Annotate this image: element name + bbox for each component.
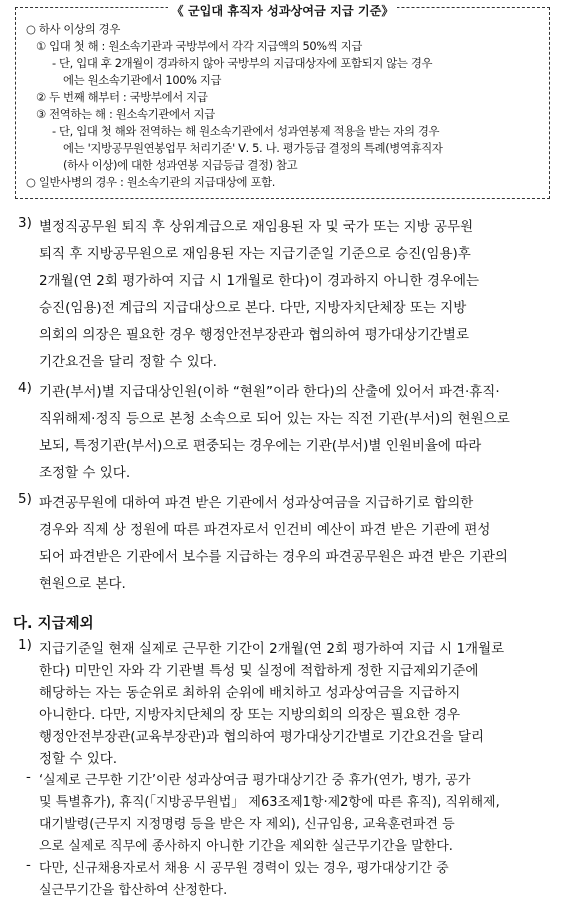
- note-line: 으로 실제로 직무에 종사하지 아니한 기간을 제외한 실근무기간을 말한다.: [39, 839, 453, 854]
- paragraph-line: 파견공무원에 대하여 파견 받은 기관에서 성과상여금을 지급하기로 합의한: [39, 495, 474, 511]
- item-number: 4): [18, 380, 32, 396]
- box-line: ③ 전역하는 해 : 원소속기관에서 지급: [36, 107, 215, 121]
- paragraph-line: 현원으로 본다.: [39, 576, 126, 592]
- paragraph-line: 별정직공무원 퇴직 후 상위계급으로 재임용된 자 및 국가 또는 지방 공무원: [39, 219, 474, 235]
- box-line: ② 두 번째 해부터 : 국방부에서 지급: [36, 90, 208, 104]
- paragraph-line: 아니한다. 다만, 지방자치단체의 장 또는 지방의회의 의장은 필요한 경우: [39, 707, 461, 723]
- box-line: (하사 이상)에 대한 성과연봉 지급등급 결정) 참고: [63, 158, 298, 172]
- box-line: 에는 원소속기관에서 100% 지급: [63, 73, 222, 87]
- box-line: - 단, 입대 후 2개월이 경과하지 않아 국방부의 지급대상자에 포함되지 않는 경우: [52, 56, 433, 70]
- box-line: - 단, 입대 첫 해와 전역하는 해 원소속기관에서 성과연봉제 적용을 받는 자의 경우: [52, 124, 440, 138]
- note-line: 및 특별휴가), 휴직(「지방공무원법」 제63조제1항·제2항에 따른 휴직), 직위해제,: [39, 795, 500, 810]
- note-dash: -: [26, 769, 31, 785]
- note-line: 대기발령(근무지 지정명령 등을 받은 자 제외), 신규임용, 교육훈련파견 등: [39, 817, 455, 832]
- paragraph-line: 2개월(연 2회 평가하여 지급 시 1개월로 한다)이 경과하지 아니한 경우에는: [39, 273, 480, 289]
- note-dash: -: [26, 857, 31, 873]
- item-number: 5): [18, 491, 32, 507]
- note-line: ‘실제로 근무한 기간’이란 성과상여금 평가대상기간 중 휴가(연가, 병가, 공가: [39, 773, 471, 788]
- paragraph-line: 경우와 직제 상 정원에 따른 파견자로서 인건비 예산이 파견 받은 기관에 편성: [39, 522, 491, 538]
- note-line: 다만, 신규채용자로서 채용 시 공무원 경력이 있는 경우, 평가대상기간 중: [39, 861, 449, 876]
- paragraph-line: 한다) 미만인 자와 각 기관별 특성 및 실정에 적합하게 정한 지급제외기준에: [39, 663, 479, 679]
- paragraph-line: 행정안전부장관(교육부장관)과 협의하여 평가대상기간별로 기간요건을 달리: [39, 729, 485, 745]
- paragraph-line: 정할 수 있다.: [39, 751, 118, 767]
- box-line: 에는 '지방공무원연봉업무 처리기준' Ⅴ. 5. 나. 평가등급 결정의 특례(병역휴직자: [63, 141, 443, 155]
- paragraph-line: 승진(임용)전 계급의 지급대상으로 본다. 다만, 지방자치단체장 또는 지방: [39, 300, 467, 316]
- note-line: 실근무기간을 합산하여 산정한다.: [39, 883, 228, 898]
- paragraph-line: 해당하는 자는 동순위로 최하위 순위에 배치하고 성과상여금을 지급하지: [39, 685, 461, 701]
- section-heading: 다. 지급제외: [13, 616, 94, 632]
- box-line: ○ 일반사병의 경우 : 원소속기관의 지급대상에 포함.: [26, 175, 276, 189]
- paragraph-line: 조정할 수 있다.: [39, 465, 131, 481]
- paragraph-line: 기관(부서)별 지급대상인원(이하 “현원”이라 한다)의 산출에 있어서 파견·휴직·: [39, 384, 500, 400]
- box-line: ○ 하사 이상의 경우: [26, 22, 120, 36]
- criteria-box-title: 《 군입대 휴직자 성과상여금 지급 기준》: [16, 0, 549, 19]
- paragraph-line: 의회의 의장은 필요한 경우 행정안전부장관과 협의하여 평가대상기간별로: [39, 327, 470, 343]
- paragraph-line: 기간요건을 달리 정할 수 있다.: [39, 354, 217, 370]
- item-number: 1): [18, 637, 32, 653]
- paragraph-line: 되어 파견받은 기관에서 보수를 지급하는 경우의 파견공무원은 파견 받은 기관의: [39, 549, 508, 565]
- criteria-box: [15, 4, 550, 199]
- item-number: 3): [18, 215, 32, 231]
- box-line: ① 입대 첫 해 : 원소속기관과 국방부에서 각각 지급액의 50%씩 지급: [36, 39, 363, 53]
- paragraph-line: 퇴직 후 지방공무원으로 재임용된 자는 지급기준일 기준으로 승진(임용)후: [39, 246, 471, 262]
- paragraph-line: 지급기준일 현재 실제로 근무한 기간이 2개월(연 2회 평가하여 지급 시 1개월로: [39, 641, 505, 657]
- paragraph-line: 보되, 특정기관(부서)으로 편중되는 경우에는 기관(부서)별 인원비율에 따라: [39, 438, 482, 454]
- paragraph-line: 직위해제·정직 등으로 본청 소속으로 되어 있는 자는 직전 기관(부서)의 현원으로: [39, 411, 510, 427]
